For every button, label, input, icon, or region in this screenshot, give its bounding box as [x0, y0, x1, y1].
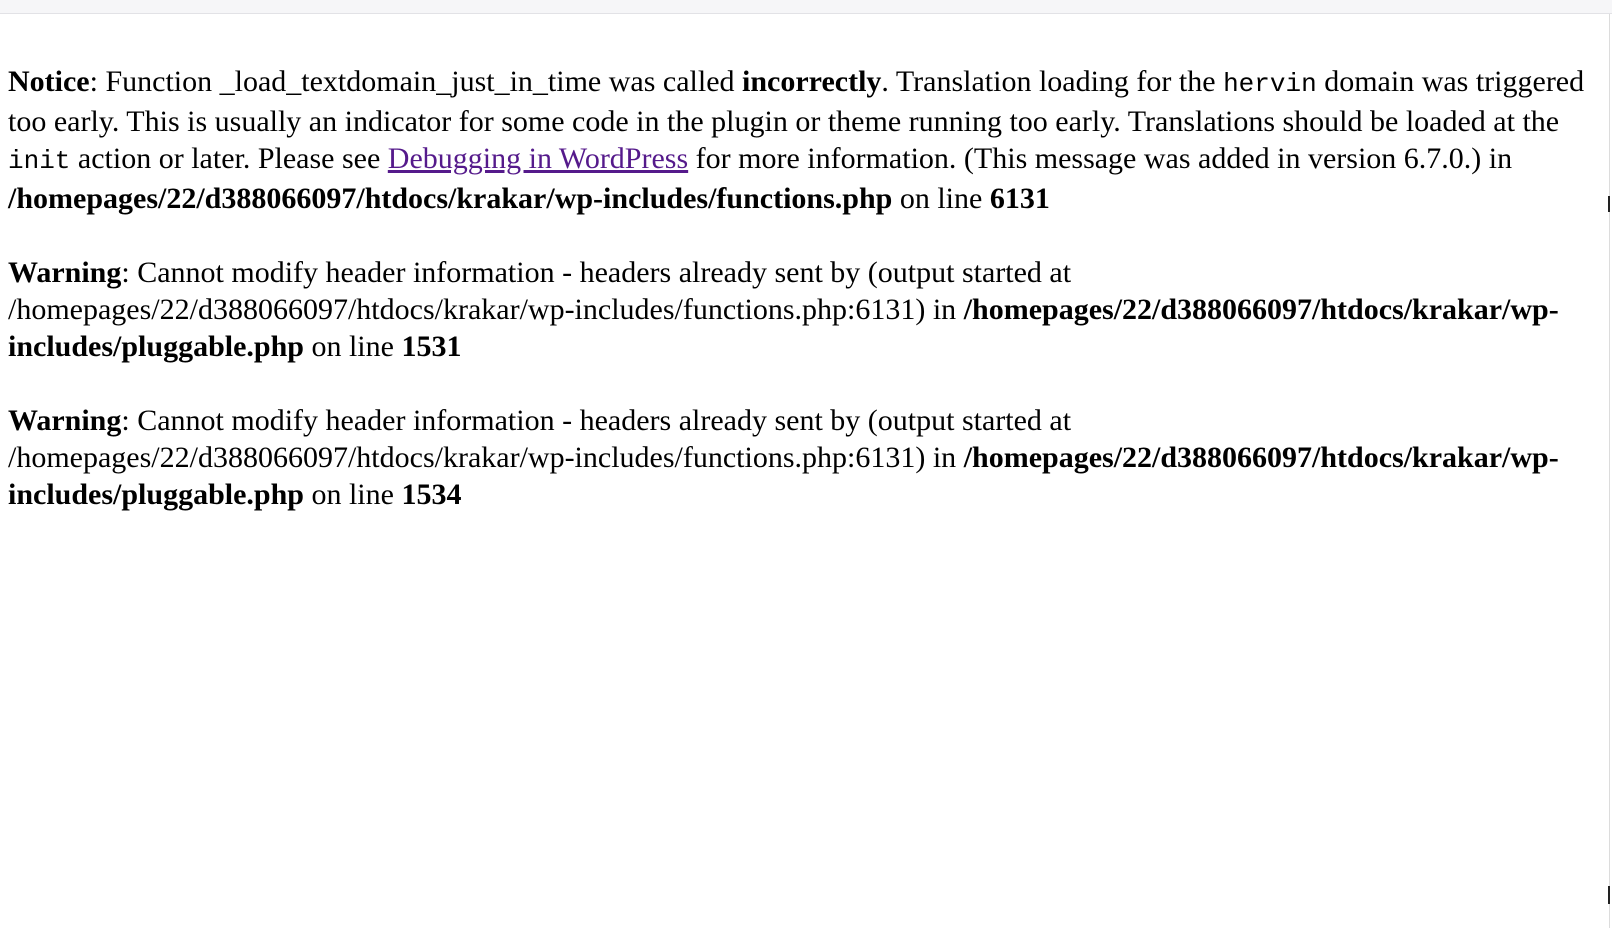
notice-text: for more information. (This message was added in version 6.7.0.) in — [688, 142, 1513, 175]
init-code: init — [8, 146, 71, 176]
debugging-link[interactable]: Debugging in WordPress — [387, 142, 689, 175]
warning-line-number: 1531 — [401, 330, 462, 363]
window-edge — [1609, 14, 1610, 928]
notice-line-number: 6131 — [989, 182, 1050, 215]
domain-code: hervin — [1223, 69, 1317, 99]
scroll-edge-marker-bottom — [1608, 886, 1610, 904]
notice-label: Notice — [8, 65, 90, 98]
notice-text: domain was triggered too early. This is usually an indicator for some code in the plugin or theme running too early. Translations should be loaded at the — [8, 65, 1585, 138]
warning-text: : Cannot modify header information - headers already sent by (output started at /homepages/22/d388066097/htdocs/krakar/wp-includes/functions.php:6131) in — [8, 404, 1072, 474]
on-line-text: on line — [892, 182, 990, 215]
warning-message — [8, 254, 1598, 365]
warning-line-number: 1534 — [401, 478, 462, 511]
php-error-output — [8, 63, 1598, 550]
on-line-text: on line — [303, 330, 402, 363]
warning-file: /homepages/22/d388066097/htdocs/krakar/wp-includes/pluggable.php — [8, 441, 1559, 511]
notice-text: . Translation loading for the — [881, 65, 1224, 98]
incorrectly-text: incorrectly — [742, 65, 882, 98]
warning-file: /homepages/22/d388066097/htdocs/krakar/wp-includes/pluggable.php — [8, 293, 1559, 363]
notice-text: : Function _load_textdomain_just_in_time was called — [89, 65, 743, 98]
warning-label: Warning — [8, 256, 122, 289]
warning-message — [8, 402, 1598, 513]
notice-file: /homepages/22/d388066097/htdocs/krakar/wp-includes/functions.php — [8, 182, 893, 215]
notice-text: action or later. Please see — [70, 142, 388, 175]
warning-label: Warning — [8, 404, 122, 437]
warning-text: : Cannot modify header information - headers already sent by (output started at /homepages/22/d388066097/htdocs/krakar/wp-includes/functions.php:6131) in — [8, 256, 1072, 326]
on-line-text: on line — [303, 478, 402, 511]
notice-message — [8, 63, 1598, 217]
browser-top-bar — [0, 0, 1612, 14]
scroll-edge-marker — [1608, 196, 1610, 212]
